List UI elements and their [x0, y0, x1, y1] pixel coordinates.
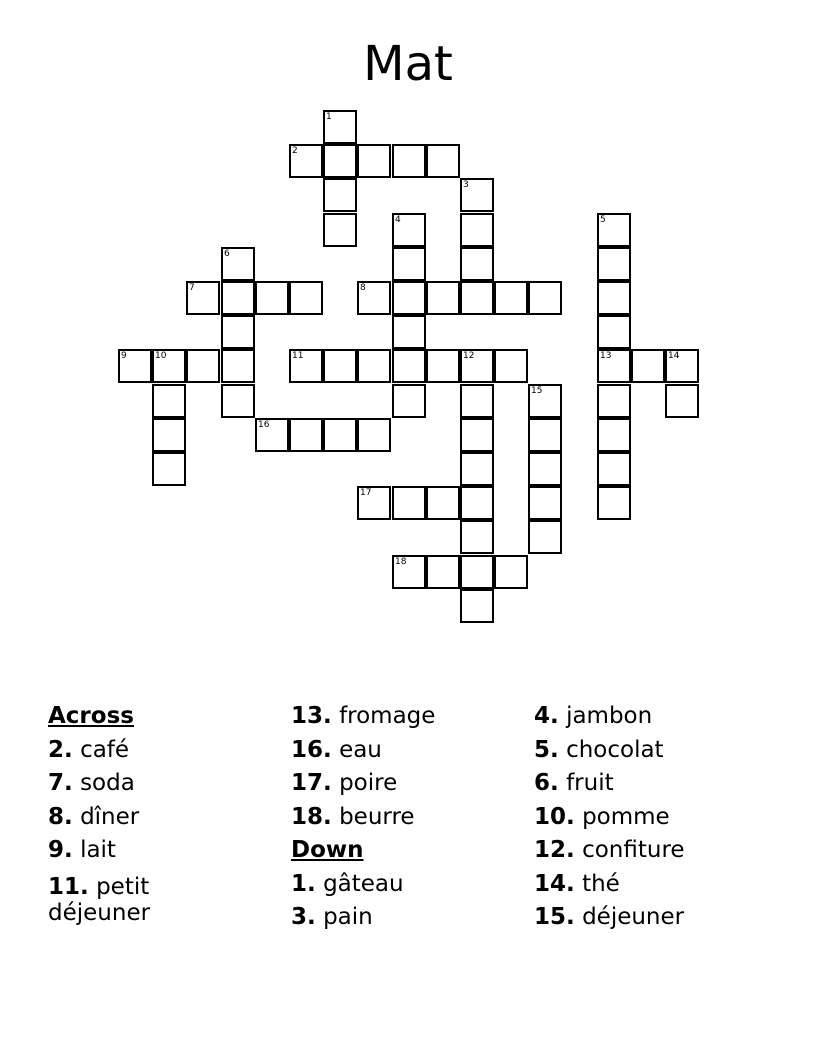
grid-cell[interactable] — [357, 281, 391, 315]
grid-cell[interactable] — [221, 384, 255, 418]
down-clue: 3. pain — [291, 904, 373, 930]
clue-number: 10 — [155, 351, 167, 361]
grid-cell[interactable] — [392, 247, 426, 281]
grid-cell[interactable] — [221, 281, 255, 315]
grid-cell[interactable] — [528, 452, 562, 486]
grid-cell[interactable] — [289, 418, 323, 452]
down-clue: 5. chocolat — [534, 736, 664, 763]
across-clue: 16. eau — [291, 736, 382, 763]
grid-cell[interactable] — [221, 349, 255, 383]
grid-cell[interactable] — [357, 486, 391, 520]
down-clue: 15. déjeuner — [534, 904, 685, 930]
grid-cell[interactable] — [597, 452, 631, 486]
grid-cell[interactable] — [255, 281, 289, 315]
grid-cell[interactable] — [152, 452, 186, 486]
grid-cell[interactable] — [392, 384, 426, 418]
grid-cell[interactable] — [426, 144, 460, 178]
grid-cell[interactable] — [289, 144, 323, 178]
grid-cell[interactable] — [460, 178, 494, 212]
grid-cell[interactable] — [152, 384, 186, 418]
clue-number: 3 — [463, 180, 469, 190]
grid-cell[interactable] — [460, 486, 494, 520]
grid-cell[interactable] — [597, 213, 631, 247]
grid-cell[interactable] — [460, 247, 494, 281]
grid-cell[interactable] — [152, 349, 186, 383]
across-clue: 7. soda — [48, 770, 135, 796]
across-clue: 17. poire — [291, 770, 398, 796]
clue-number: 7 — [189, 283, 195, 293]
grid-cell[interactable] — [392, 555, 426, 589]
grid-cell[interactable] — [460, 213, 494, 247]
grid-cell[interactable] — [631, 349, 665, 383]
grid-cell[interactable] — [460, 384, 494, 418]
grid-cell[interactable] — [460, 520, 494, 554]
grid-cell[interactable] — [528, 486, 562, 520]
grid-cell[interactable] — [392, 144, 426, 178]
clue-number: 16 — [258, 420, 270, 430]
grid-cell[interactable] — [255, 418, 289, 452]
grid-cell[interactable] — [221, 247, 255, 281]
across-clue: 11. petit déjeuner — [48, 873, 151, 926]
down-clue: 4. jambon — [534, 703, 653, 729]
grid-cell[interactable] — [357, 418, 391, 452]
grid-cell[interactable] — [152, 418, 186, 452]
clue-number: 5 — [600, 215, 606, 225]
grid-cell[interactable] — [392, 486, 426, 520]
grid-cell[interactable] — [186, 349, 220, 383]
grid-cell[interactable] — [494, 349, 528, 383]
grid-cell[interactable] — [118, 349, 152, 383]
crossword-grid — [118, 110, 700, 624]
grid-cell[interactable] — [460, 452, 494, 486]
grid-cell[interactable] — [528, 520, 562, 554]
clue-number: 6 — [224, 249, 230, 259]
across-clue: 8. dîner — [48, 803, 140, 830]
clue-number: 1 — [326, 112, 332, 122]
grid-cell[interactable] — [597, 349, 631, 383]
grid-cell[interactable] — [392, 213, 426, 247]
grid-cell[interactable] — [323, 213, 357, 247]
clue-number: 4 — [395, 215, 401, 225]
clue-number: 18 — [395, 557, 407, 567]
down-clue: 10. pomme — [534, 803, 670, 830]
clue-number: 17 — [360, 488, 372, 498]
grid-cell[interactable] — [597, 247, 631, 281]
down-clue: 12. confiture — [534, 837, 685, 863]
grid-cell[interactable] — [426, 281, 460, 315]
clue-number: 9 — [121, 351, 127, 361]
grid-cell[interactable] — [494, 281, 528, 315]
clue-column-3 — [534, 700, 774, 935]
across-header: Across — [48, 703, 134, 729]
grid-cell[interactable] — [597, 384, 631, 418]
grid-cell[interactable] — [528, 281, 562, 315]
grid-cell[interactable] — [665, 349, 699, 383]
grid-cell[interactable] — [426, 349, 460, 383]
clue-number: 14 — [668, 351, 680, 361]
grid-cell[interactable] — [426, 486, 460, 520]
clue-number: 2 — [292, 146, 298, 156]
grid-cell[interactable] — [289, 349, 323, 383]
grid-cell[interactable] — [221, 315, 255, 349]
grid-cell[interactable] — [323, 144, 357, 178]
clue-number: 8 — [360, 283, 366, 293]
across-clue: 9. lait — [48, 837, 116, 863]
grid-cell[interactable] — [460, 281, 494, 315]
grid-cell[interactable] — [323, 349, 357, 383]
clue-column-1 — [48, 700, 288, 924]
grid-cell[interactable] — [665, 384, 699, 418]
down-clue: 14. thé — [534, 870, 620, 897]
grid-cell[interactable] — [597, 486, 631, 520]
grid-cell[interactable] — [460, 555, 494, 589]
grid-cell[interactable] — [494, 555, 528, 589]
grid-cell[interactable] — [186, 281, 220, 315]
grid-cell[interactable] — [460, 349, 494, 383]
clue-column-2 — [291, 700, 531, 935]
clue-number: 12 — [463, 351, 475, 361]
grid-cell[interactable] — [323, 178, 357, 212]
grid-cell[interactable] — [323, 110, 357, 144]
grid-cell[interactable] — [597, 315, 631, 349]
grid-cell[interactable] — [426, 555, 460, 589]
grid-cell[interactable] — [392, 281, 426, 315]
grid-cell[interactable] — [597, 281, 631, 315]
grid-cell[interactable] — [323, 418, 357, 452]
across-clue: 18. beurre — [291, 803, 415, 830]
clue-number: 15 — [531, 386, 543, 396]
down-header: Down — [291, 837, 364, 863]
clue-number: 11 — [292, 351, 304, 361]
grid-cell[interactable] — [289, 281, 323, 315]
grid-cell[interactable] — [357, 144, 391, 178]
grid-cell[interactable] — [528, 418, 562, 452]
grid-cell[interactable] — [460, 589, 494, 623]
grid-cell[interactable] — [392, 315, 426, 349]
grid-cell[interactable] — [597, 418, 631, 452]
down-clue: 1. gâteau — [291, 870, 404, 897]
down-clue: 6. fruit — [534, 770, 614, 796]
across-clue: 13. fromage — [291, 703, 436, 729]
grid-cell[interactable] — [460, 418, 494, 452]
across-clue: 2. café — [48, 736, 130, 763]
clue-number: 13 — [600, 351, 612, 361]
grid-cell[interactable] — [528, 384, 562, 418]
grid-cell[interactable] — [357, 349, 391, 383]
grid-cell[interactable] — [392, 349, 426, 383]
puzzle-title: Mat — [363, 36, 453, 92]
